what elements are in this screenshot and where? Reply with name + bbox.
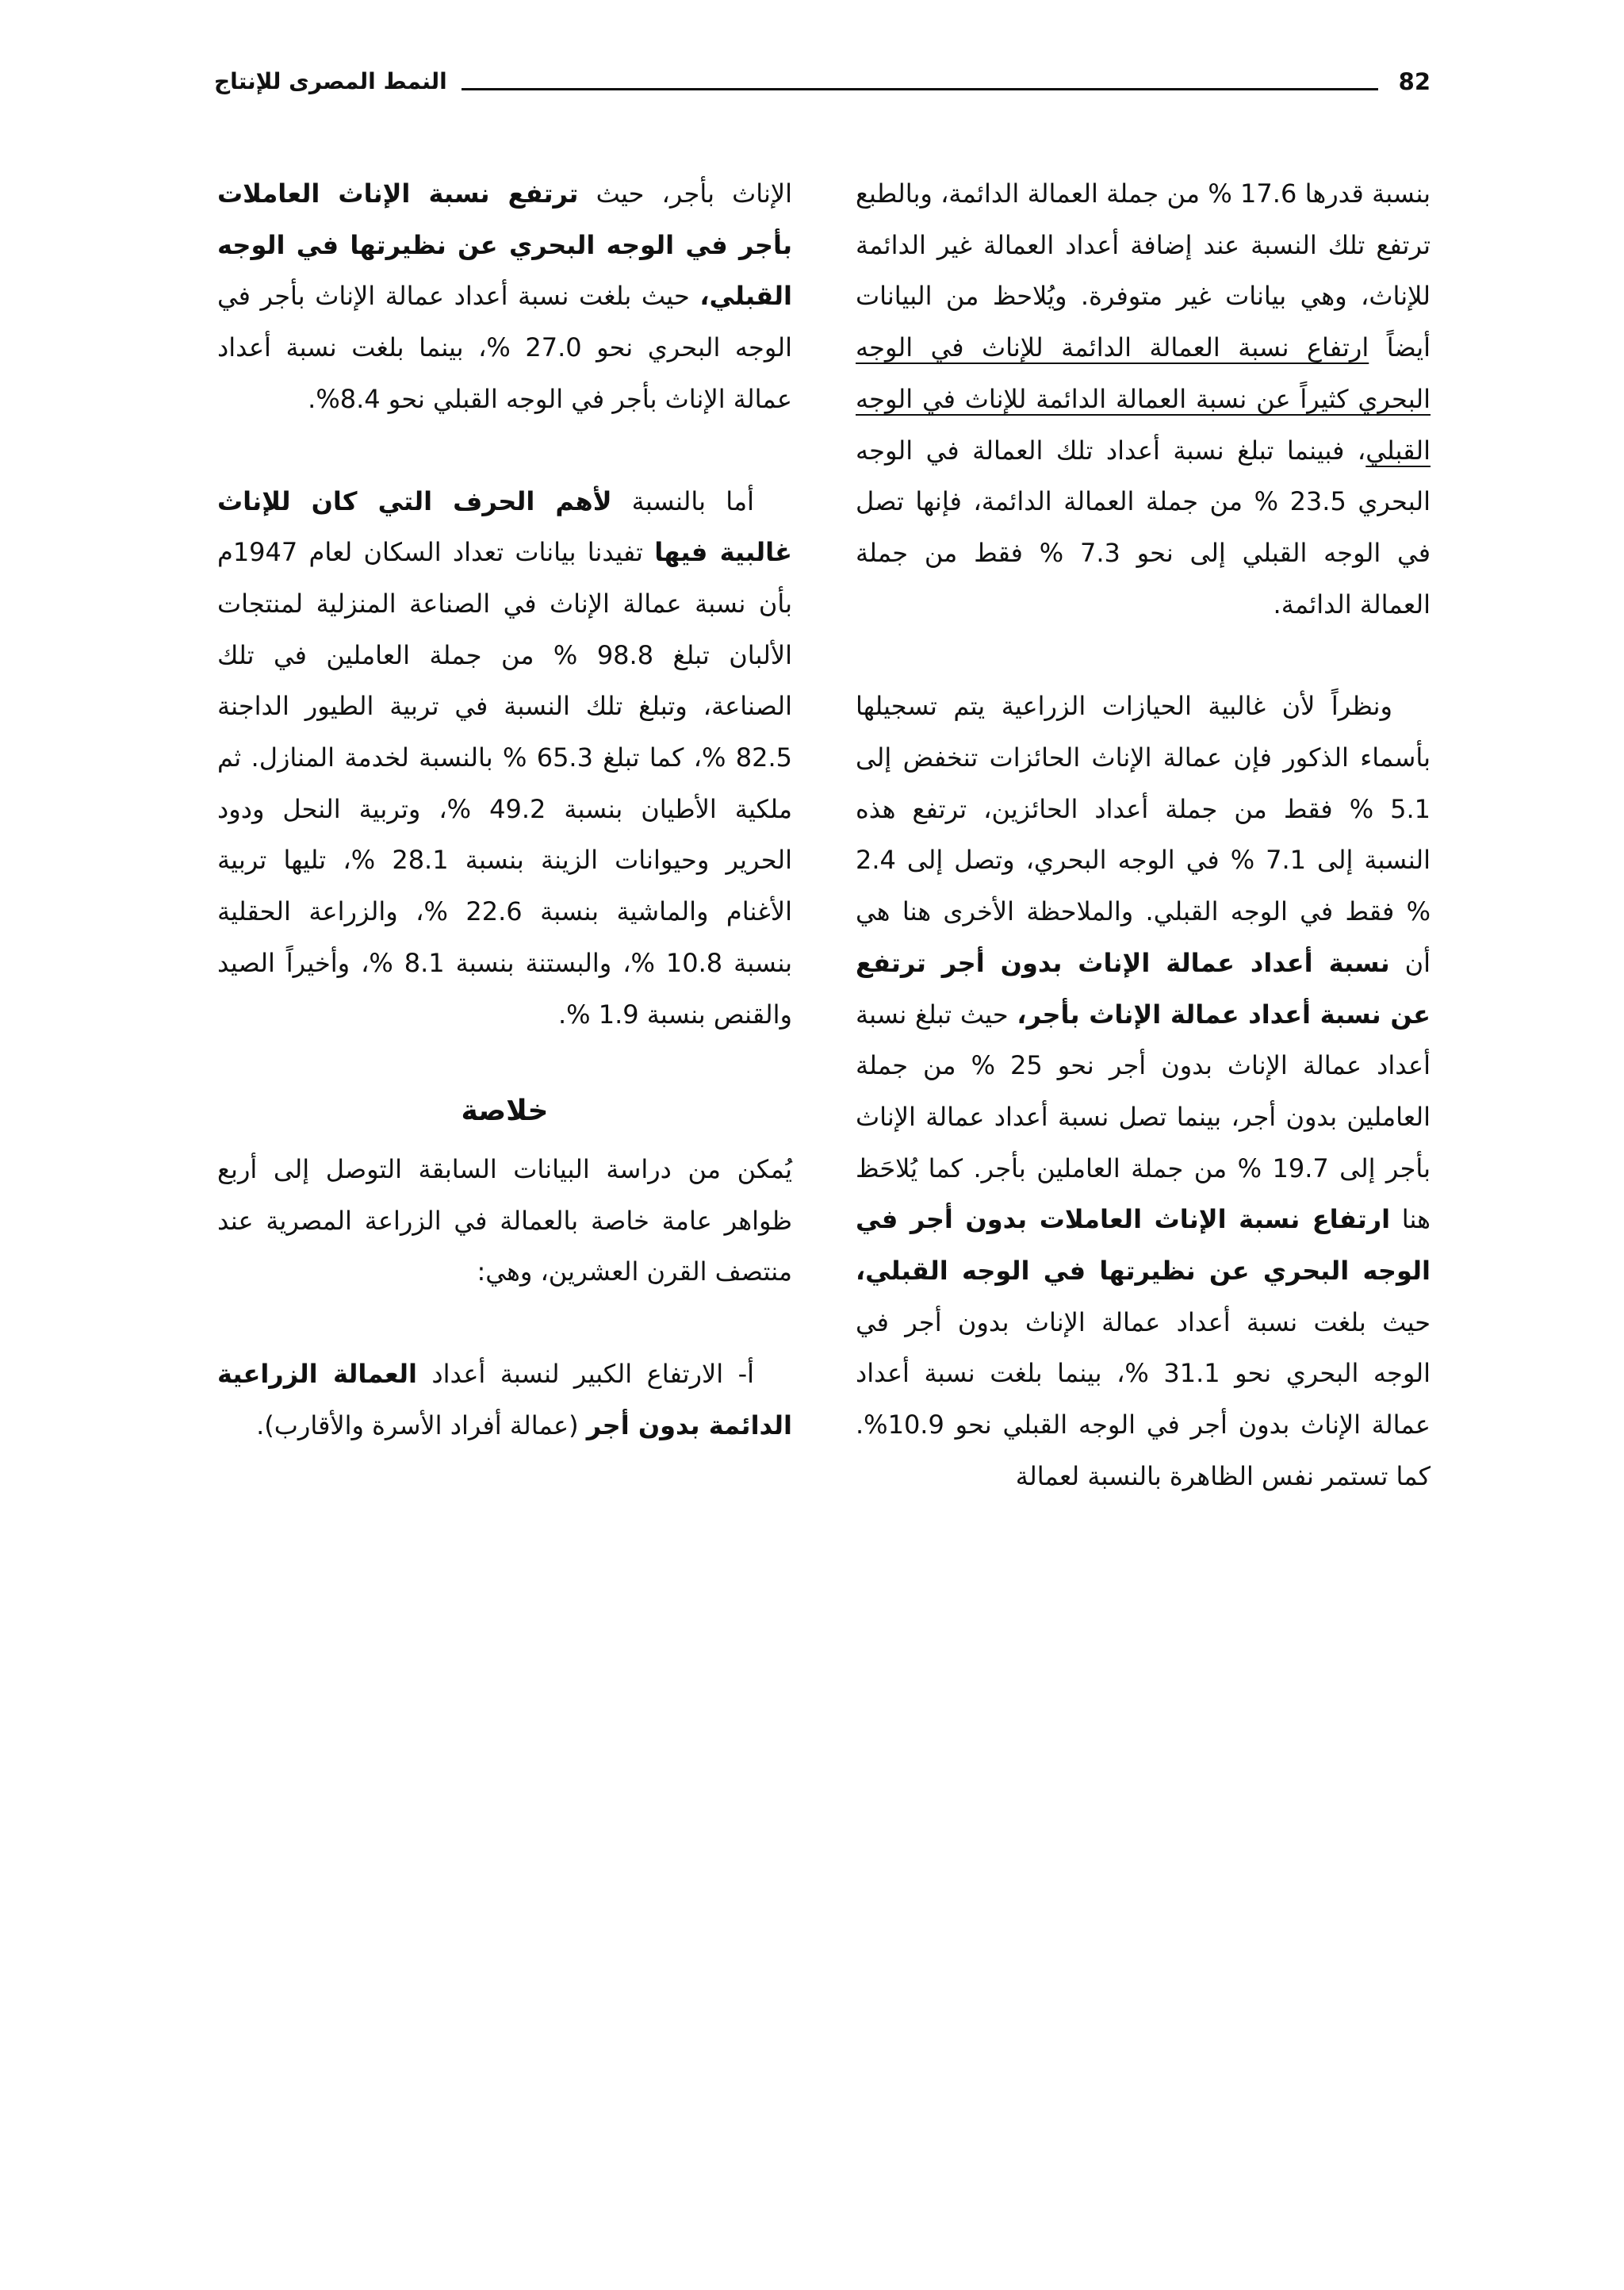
running-title: النمط المصرى للإنتاج [214,68,447,94]
text-run: أ- الارتفاع الكبير لنسبة أعداد [416,1359,755,1390]
page-number: 82 [1398,68,1431,95]
paragraph-holdings [856,681,1431,1502]
text-run: ونظراً لأن غالبية الحيازات الزراعية يتم تسجيلها بأسماء الذكور فإن عمالة الإناث الحائزات تنخفض إلى 5.1 % فقط من جملة أعداد الحائزين، ترتفع هذه النسبة إلى 7.1 % في الوجه البحري، وتصل إلى 2.4 % فقط في الوجه القبلي. والملاحظة الأخرى هنا هي أن [856,691,1431,978]
right-column [856,168,1431,1502]
text-run: الإناث بأجر، حيث [578,178,793,209]
text-run: حيث بلغت نسبة أعداد عمالة الإناث بدون أجر في الوجه البحري نحو 31.1 %، بينما بلغت نسبة أعداد عمالة الإناث بدون أجر في الوجه القبلي نحو 10.9%. كما تستمر نفس الظاهرة بالنسبة لعمالة [856,1306,1431,1491]
bold-text: العمالة الزراعية الدائمة بدون أجر [217,1359,792,1440]
bold-text: لأهم الحرف التي كان للإناث غالبية فيها [217,485,793,568]
text-run: تفيدنا بيانات تعداد السكان لعام 1947م بأن نسبة عمالة الإناث في الصناعة المنزلية لمنتجات الألبان تبلغ 98.8 % من جملة العاملين في تلك الصناعة، وتبلغ تلك النسبة في تربية الطيور الداجنة 82.5 %، كما تبلغ 65.3 % بالنسبة لخدمة المنازل. ثم ملكية الأطيان بنسبة 49.2 %، وتربية النحل ودود الحرير وحيوانات الزينة بنسبة 28.1 %، تليها تربية الأغنام والماشية بنسبة 22.6 %، والزراعة الحقلية بنسبة 10.8 %، والبستنة بنسبة 8.1 %، وأخيراً الصيد والقنص بنسبة 1.9 %. [217,537,793,1030]
header-rule [462,88,1378,90]
text-run: (عمالة أفراد الأسرة والأقارب). [256,1410,587,1440]
bold-text: نسبة أعداد عمالة الإناث بدون أجر ترتفع عن نسبة أعداد عمالة الإناث بأجر، [856,947,1431,1030]
text-run: حيث بلغت نسبة أعداد عمالة الإناث بأجر في الوجه البحري نحو 27.0 %، بينما بلغت نسبة أعداد عمالة الإناث بأجر في الوجه القبلي نحو 8.4%. [217,281,793,414]
paragraph-paid-labor [217,168,792,425]
text-run: ، فبينما تبلغ نسبة أعداد تلك العمالة في الوجه البحري 23.5 % من جملة العمالة الدائمة، فإنها تصل في الوجه القبلي إلى نحو 7.3 % فقط من جملة العمالة الدائمة. [856,435,1431,619]
underlined-text: ارتفاع نسبة العمالة الدائمة للإناث في الوجه البحري كثيراً عن نسبة العمالة الدائمة للإناث في الوجه القبلي [856,332,1431,466]
paragraph-crafts [217,476,792,1041]
bold-text: ترتفع نسبة الإناث العاملات بأجر في الوجه البحري عن نظيرتها في الوجه القبلي، [217,178,792,312]
text-run: أما بالنسبة [611,485,755,516]
paragraph-permanent-labor [856,168,1431,630]
text-run: حيث تبلغ نسبة أعداد عمالة الإناث بدون أجر نحو 25 % من جملة العاملين بدون أجر، بينما تصل نسبة أعداد عمالة الإناث بأجر إلى 19.7 % من جملة العاملين بأجر. كما يُلاحَظ هنا [856,999,1431,1235]
text-run: بنسبة قدرها 17.6 % من جملة العمالة الدائمة، وبالطبع ترتفع تلك النسبة عند إضافة أعداد العمالة غير الدائمة للإناث، وهي بيانات غير متوفرة. ويُلاحظ من البيانات أيضاً [856,178,1431,363]
bold-text: ارتفاع نسبة الإناث العاملات بدون أجر في الوجه البحري عن نظيرتها في الوجه القبلي، [856,1204,1431,1287]
paragraph-summary: يُمكن من دراسة البيانات السابقة التوصل إلى أربع ظواهر عامة خاصة بالعمالة في الزراعة المصرية عند منتصف القرن العشرين، وهي: [217,1153,792,1287]
section-heading: خلاصة [461,1095,549,1128]
paragraph-list-item [217,1348,792,1451]
page-header [214,62,1431,109]
left-column [217,168,792,1451]
